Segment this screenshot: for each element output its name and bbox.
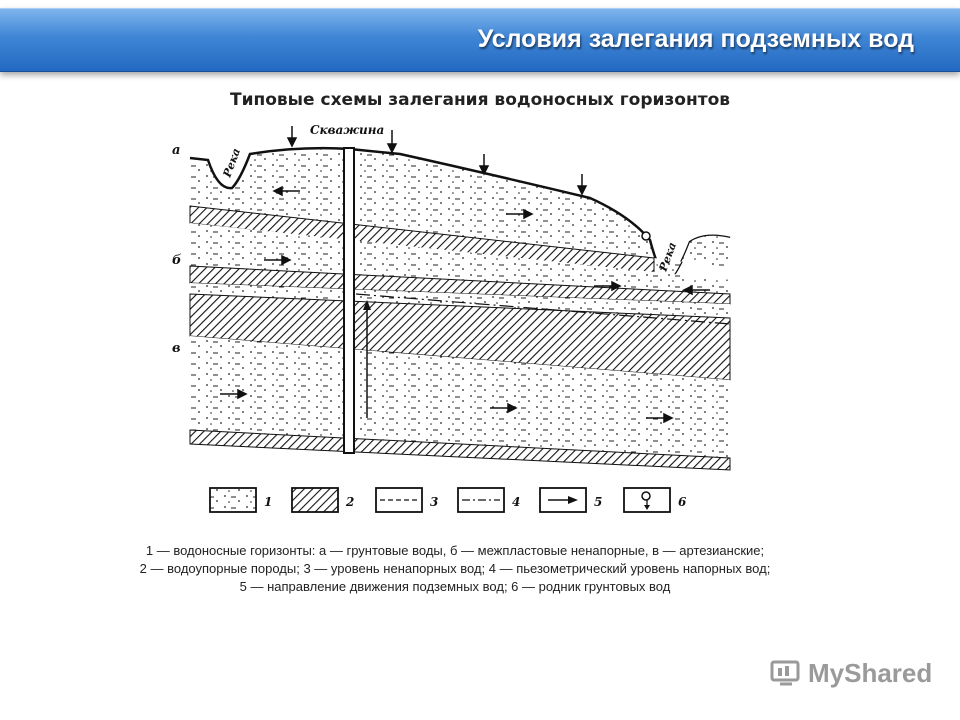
svg-text:5: 5 xyxy=(594,495,603,509)
svg-text:4: 4 xyxy=(512,495,521,509)
legend-item-6 xyxy=(624,488,687,512)
well-label: Скважина xyxy=(310,123,385,137)
svg-text:3: 3 xyxy=(430,495,439,509)
caption-line-2: 2 — водоупорные породы; 3 — уровень ненапорных вод; 4 — пьезометрический уровень напорных вод; xyxy=(139,561,771,576)
header-banner xyxy=(0,8,960,72)
brand-watermark xyxy=(766,654,936,694)
brand-logo-icon xyxy=(768,656,804,692)
legend-item-3 xyxy=(376,488,438,512)
slide-title: Условия залегания подземных вод xyxy=(477,25,914,53)
zone-b-label: б xyxy=(172,253,182,268)
caption-line-3: 5 — направление движения подземных вод; 6 — родник грунтовых вод xyxy=(239,579,671,594)
groundwater-diagram xyxy=(160,118,740,478)
river-left-label: Река xyxy=(220,146,244,180)
zone-a-label: а xyxy=(172,143,181,158)
aquifer-dots-icon xyxy=(210,488,256,512)
zone-c-label: в xyxy=(172,341,181,356)
legend-item-1 xyxy=(210,488,272,512)
well-casing xyxy=(344,148,354,453)
legend-item-2 xyxy=(292,488,354,512)
diagram-legend xyxy=(200,482,710,522)
aquitard-hatch-icon xyxy=(292,488,338,512)
river-right-label: Река xyxy=(656,240,680,274)
brand-name: MyShared xyxy=(808,658,933,688)
legend-item-5 xyxy=(540,488,602,512)
svg-text:1: 1 xyxy=(264,495,273,509)
caption-line-1: 1 — водоносные горизонты: а — грунтовые воды, б — межпластовые ненапорные, в — артезианские; xyxy=(145,543,765,558)
svg-text:2: 2 xyxy=(346,495,355,509)
diagram-subtitle: Типовые схемы залегания водоносных горизонтов xyxy=(229,90,731,110)
svg-text:6: 6 xyxy=(678,495,687,509)
legend-caption xyxy=(0,542,910,596)
legend-item-4 xyxy=(458,488,520,512)
spring-marker xyxy=(642,232,650,240)
